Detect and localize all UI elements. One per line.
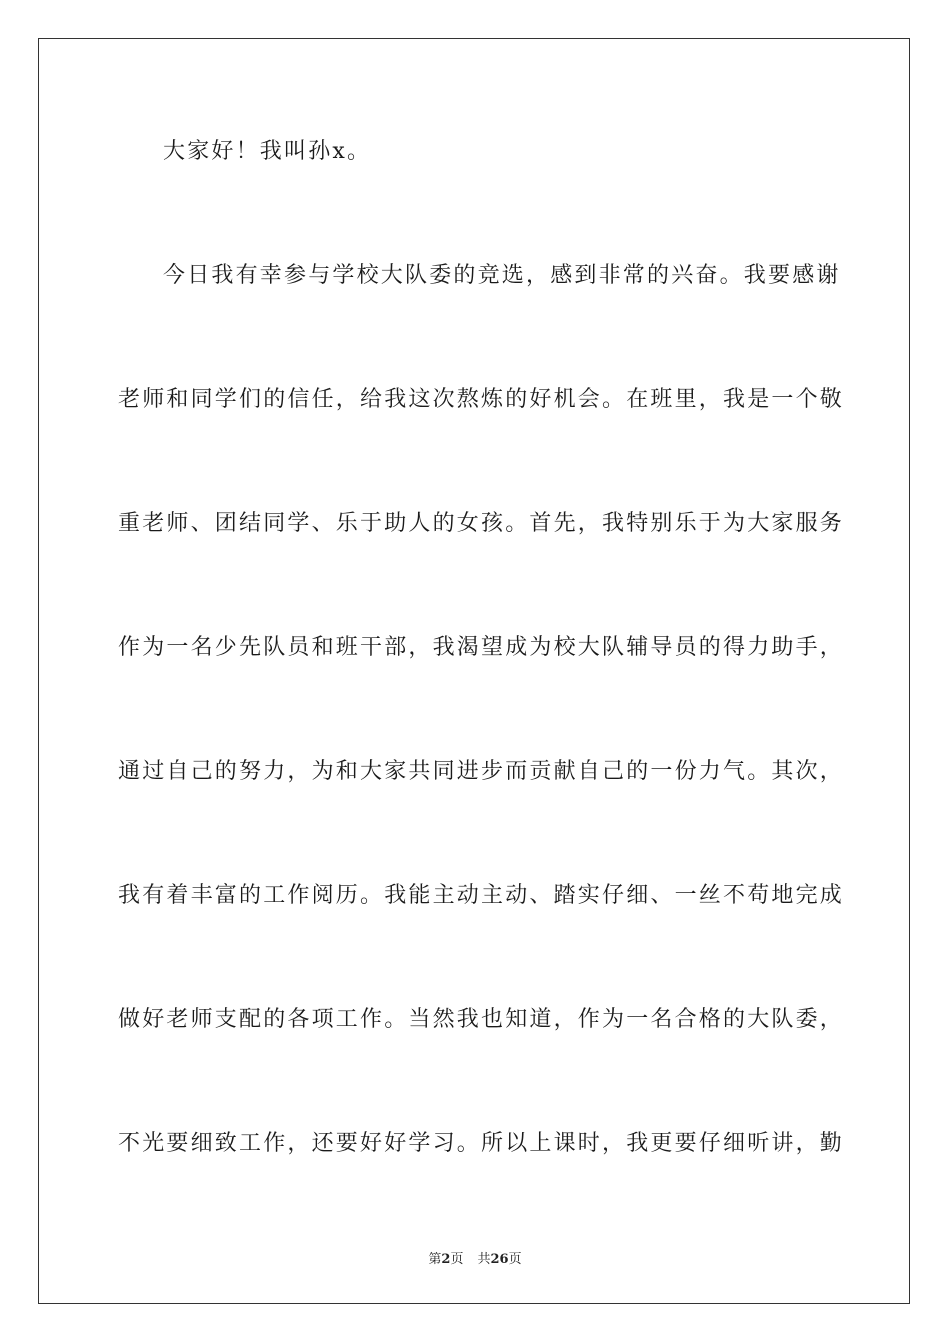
- paragraph-line: 我有着丰富的工作阅历。我能主动主动、踏实仔细、一丝不苟地完成: [118, 883, 845, 908]
- page-border: [38, 38, 910, 1304]
- paragraph-line: 作为一名少先队员和班干部，我渴望成为校大队辅导员的得力助手，: [118, 635, 845, 660]
- paragraph-line: 做好老师支配的各项工作。当然我也知道，作为一名合格的大队委，: [118, 1007, 845, 1032]
- paragraph-line: 今日我有幸参与学校大队委的竞选，感到非常的兴奋。我要感谢: [163, 263, 841, 288]
- page-footer: [0, 1248, 950, 1267]
- total-label-suffix: 页: [508, 1252, 522, 1267]
- paragraph-line: 重老师、团结同学、乐于助人的女孩。首先，我特别乐于为大家服务: [118, 511, 845, 536]
- paragraph-line: 不光要细致工作，还要好好学习。所以上课时，我更要仔细听讲，勤: [118, 1131, 845, 1156]
- page-label-suffix: 页: [450, 1252, 464, 1267]
- total-label-prefix: 共: [477, 1252, 491, 1267]
- total-pages: 26: [490, 1252, 509, 1267]
- page-number: 2: [441, 1252, 451, 1267]
- paragraph-line: 通过自己的努力，为和大家共同进步而贡献自己的一份力气。其次，: [118, 759, 845, 784]
- paragraph-line: 大家好！我叫孙x。: [163, 139, 372, 164]
- page-label-prefix: 第: [428, 1252, 442, 1267]
- paragraph-line: 老师和同学们的信任，给我这次熬炼的好机会。在班里，我是一个敬: [118, 387, 845, 412]
